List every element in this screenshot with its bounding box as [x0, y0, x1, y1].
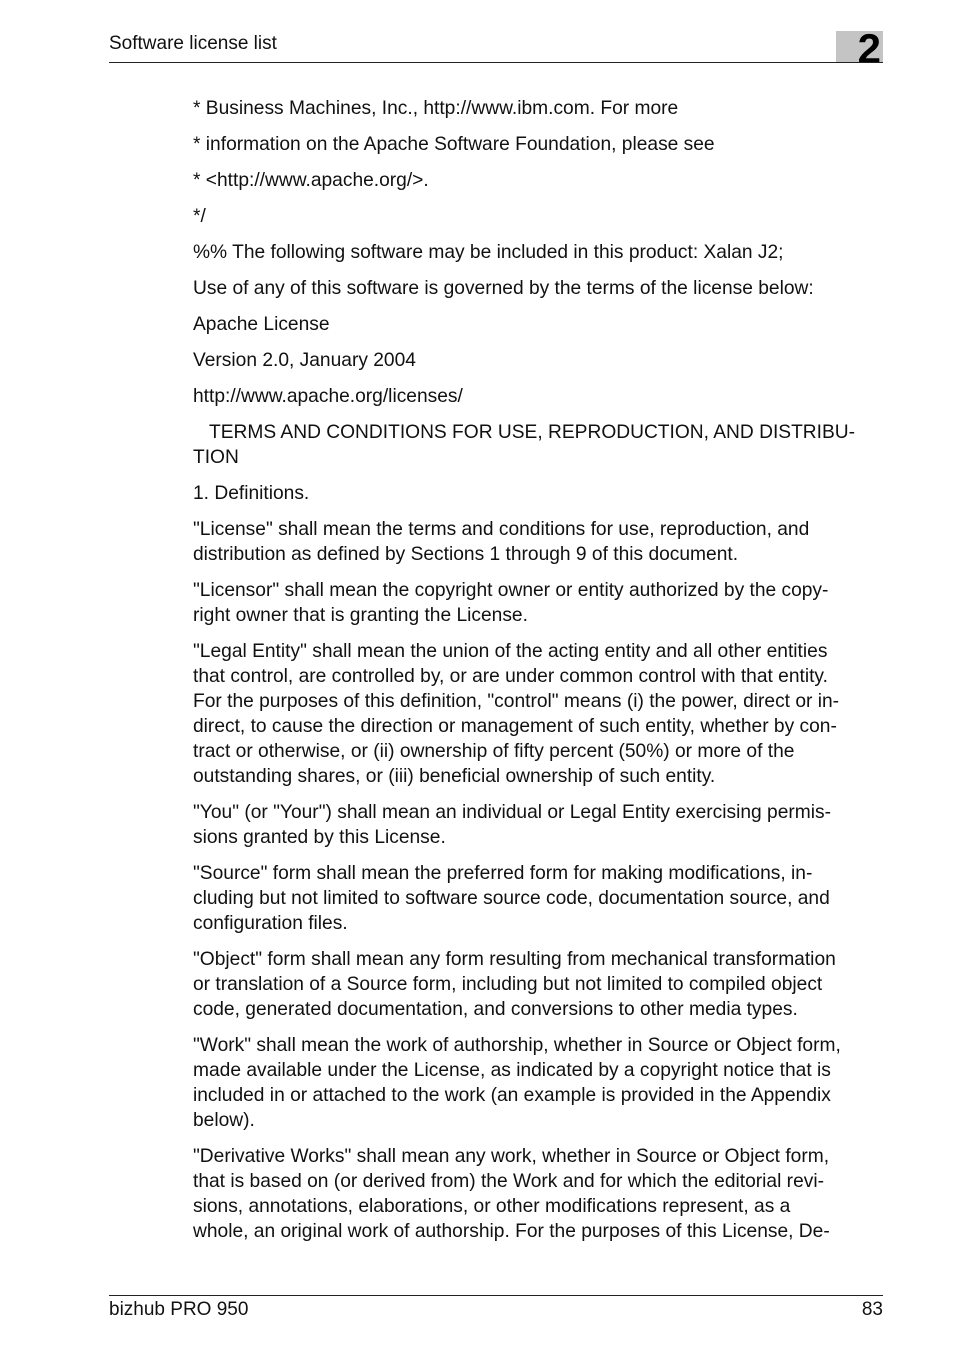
- license-paragraph: [193, 639, 885, 789]
- license-paragraph: [193, 132, 885, 157]
- license-paragraph: [193, 276, 885, 301]
- text-line: For the purposes of this definition, "control" means (i) the power, direct or in-: [193, 691, 840, 712]
- text-line: made available under the License, as indicated by a copyright notice that is: [193, 1060, 831, 1081]
- running-header-title: Software license list: [109, 33, 277, 54]
- text-line: direct, to cause the direction or management of such entity, whether by con-: [193, 716, 837, 737]
- text-line: TERMS AND CONDITIONS FOR USE, REPRODUCTION, AND DISTRIBU-: [209, 422, 856, 443]
- license-paragraph: [193, 861, 885, 936]
- text-line: or translation of a Source form, including but not limited to compiled object: [193, 974, 823, 995]
- license-paragraph: [193, 312, 885, 337]
- license-paragraph: [193, 947, 885, 1022]
- text-line: that is based on (or derived from) the Work and for which the editorial revi-: [193, 1171, 824, 1192]
- license-paragraph: [193, 481, 885, 506]
- text-line: configuration files.: [193, 913, 348, 934]
- text-line: that control, are controlled by, or are under common control with that entity.: [193, 666, 828, 687]
- footer-product-name: bizhub PRO 950: [109, 1299, 249, 1320]
- license-paragraph: [193, 96, 885, 121]
- text-line: code, generated documentation, and conversions to other media types.: [193, 999, 798, 1020]
- text-line: below).: [193, 1110, 255, 1131]
- license-paragraph: [193, 800, 885, 850]
- text-line: whole, an original work of authorship. For the purposes of this License, De-: [193, 1221, 830, 1242]
- header-divider: [109, 62, 883, 63]
- text-line: "Object" form shall mean any form resulting from mechanical transformation: [193, 949, 836, 970]
- footer-divider: [109, 1295, 883, 1296]
- chapter-number: 2: [857, 25, 881, 72]
- chapter-tab: [836, 25, 883, 72]
- license-paragraph: [193, 204, 885, 229]
- text-line: %% The following software may be included in this product: Xalan J2;: [193, 242, 784, 263]
- text-line: distribution as defined by Sections 1 through 9 of this document.: [193, 544, 739, 565]
- text-line: "License" shall mean the terms and conditions for use, reproduction, and: [193, 519, 810, 540]
- text-line: Version 2.0, January 2004: [193, 350, 416, 371]
- text-line: 1. Definitions.: [193, 483, 310, 504]
- text-line: * information on the Apache Software Foundation, please see: [193, 134, 715, 155]
- text-line: right owner that is granting the License.: [193, 605, 528, 626]
- license-paragraph: [193, 578, 885, 628]
- text-line: sions, annotations, elaborations, or other modifications represent, as a: [193, 1196, 791, 1217]
- text-line: http://www.apache.org/licenses/: [193, 386, 463, 407]
- text-line: "Work" shall mean the work of authorship, whether in Source or Object form,: [193, 1035, 841, 1056]
- license-paragraph: [193, 384, 885, 409]
- license-paragraph: [193, 348, 885, 373]
- text-line: included in or attached to the work (an example is provided in the Appendix: [193, 1085, 831, 1106]
- text-line: "Derivative Works" shall mean any work, whether in Source or Object form,: [193, 1146, 830, 1167]
- text-line: TION: [193, 447, 239, 468]
- license-paragraph: [193, 240, 885, 265]
- text-line: * Business Machines, Inc., http://www.ibm.com. For more: [193, 98, 679, 119]
- text-line: sions granted by this License.: [193, 827, 446, 848]
- text-line: "Legal Entity" shall mean the union of the acting entity and all other entities: [193, 641, 828, 662]
- footer-page-number: 83: [861, 1299, 883, 1320]
- text-line: cluding but not limited to software source code, documentation source, and: [193, 888, 830, 909]
- license-paragraph: [193, 517, 885, 567]
- license-paragraph: [193, 168, 885, 193]
- text-line: "You" (or "Your") shall mean an individual or Legal Entity exercising permis-: [193, 802, 832, 823]
- text-line: */: [193, 206, 206, 227]
- text-line: "Source" form shall mean the preferred form for making modifications, in-: [193, 863, 813, 884]
- text-line: "Licensor" shall mean the copyright owner or entity authorized by the copy-: [193, 580, 829, 601]
- license-paragraph: [193, 420, 885, 470]
- text-line: tract or otherwise, or (ii) ownership of fifty percent (50%) or more of the: [193, 741, 795, 762]
- text-line: Use of any of this software is governed by the terms of the license below:: [193, 278, 814, 299]
- text-line: * <http://www.apache.org/>.: [193, 170, 429, 191]
- text-line: outstanding shares, or (iii) beneficial ownership of such entity.: [193, 766, 716, 787]
- text-line: Apache License: [193, 314, 330, 335]
- license-paragraph: [193, 1033, 885, 1133]
- license-paragraph: [193, 1144, 885, 1244]
- license-text-body: [193, 96, 885, 1255]
